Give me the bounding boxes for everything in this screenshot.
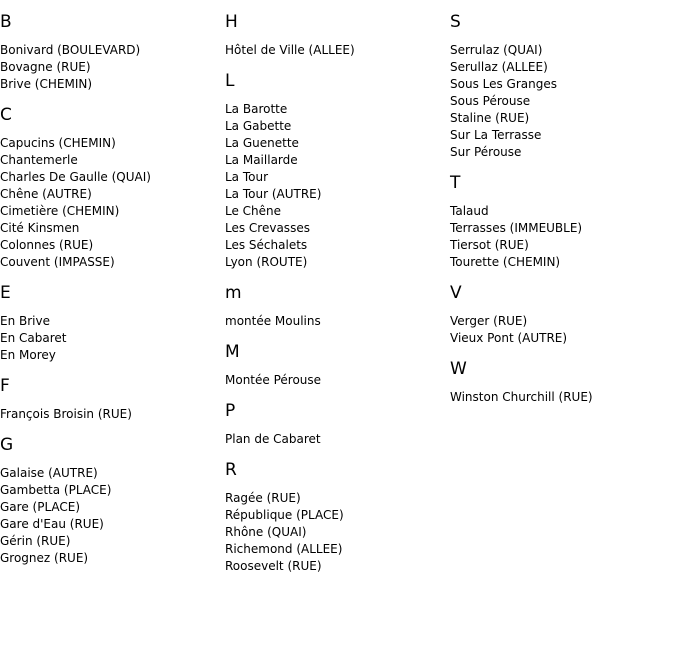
street-link[interactable]: Sur Pérouse	[450, 145, 522, 159]
street-link[interactable]: La Gabette	[225, 119, 292, 133]
street-link[interactable]: Verger (RUE)	[450, 314, 528, 328]
street-link[interactable]: Serullaz (ALLEE)	[450, 60, 548, 74]
street-link[interactable]: Le Chêne	[225, 204, 282, 218]
letter-heading: M	[225, 342, 240, 362]
letter-group	[450, 12, 670, 161]
letter-heading: H	[225, 12, 238, 32]
street-link[interactable]: Couvent (IMPASSE)	[0, 255, 115, 269]
street-link[interactable]: Tiersot (RUE)	[450, 238, 529, 252]
letter-heading: C	[0, 105, 12, 125]
street-link[interactable]: Serrulaz (QUAI)	[450, 43, 543, 57]
street-link[interactable]: Charles De Gaulle (QUAI)	[0, 170, 151, 184]
street-link[interactable]: Vieux Pont (AUTRE)	[450, 331, 568, 345]
letter-group	[225, 12, 445, 59]
letter-group	[450, 173, 670, 271]
street-list	[225, 490, 445, 575]
street-link[interactable]: Gare d'Eau (RUE)	[0, 517, 104, 531]
street-link[interactable]: Sur La Terrasse	[450, 128, 542, 142]
letter-group	[0, 283, 220, 364]
street-link[interactable]: Cité Kinsmen	[0, 221, 80, 235]
index-column-2	[225, 0, 445, 587]
street-link[interactable]: En Morey	[0, 348, 56, 362]
street-link[interactable]: Bovagne (RUE)	[0, 60, 91, 74]
street-link[interactable]: La Tour	[225, 170, 269, 184]
street-link[interactable]: François Broisin (RUE)	[0, 407, 132, 421]
street-link[interactable]: Sous Les Granges	[450, 77, 557, 91]
street-list	[0, 465, 220, 567]
letter-heading: m	[225, 283, 242, 303]
letter-group	[225, 71, 445, 271]
street-link[interactable]: Chêne (AUTRE)	[0, 187, 92, 201]
street-list	[225, 372, 445, 389]
street-link[interactable]: Les Crevasses	[225, 221, 310, 235]
letter-heading: G	[0, 435, 14, 455]
street-list	[0, 406, 220, 423]
street-link[interactable]: Winston Churchill (RUE)	[450, 390, 593, 404]
street-list	[450, 389, 670, 406]
street-link[interactable]: La Barotte	[225, 102, 288, 116]
street-list	[225, 313, 445, 330]
letter-heading: W	[450, 359, 467, 379]
street-link[interactable]: Gare (PLACE)	[0, 500, 81, 514]
street-link[interactable]: Terrasses (IMMEUBLE)	[450, 221, 583, 235]
street-link[interactable]: La Tour (AUTRE)	[225, 187, 322, 201]
street-link[interactable]: Plan de Cabaret	[225, 432, 321, 446]
street-list	[450, 42, 670, 161]
street-list	[225, 42, 445, 59]
street-link[interactable]: Gérin (RUE)	[0, 534, 71, 548]
street-link[interactable]: En Cabaret	[0, 331, 67, 345]
street-list	[0, 135, 220, 271]
street-link[interactable]: Roosevelt (RUE)	[225, 559, 322, 573]
letter-group	[225, 401, 445, 448]
street-link[interactable]: Grognez (RUE)	[0, 551, 89, 565]
letter-group	[0, 105, 220, 271]
street-link[interactable]: Talaud	[450, 204, 489, 218]
street-link[interactable]: Capucins (CHEMIN)	[0, 136, 116, 150]
letter-group	[450, 359, 670, 406]
letter-heading: B	[0, 12, 12, 32]
street-link[interactable]: Richemond (ALLEE)	[225, 542, 343, 556]
street-link[interactable]: Les Séchalets	[225, 238, 308, 252]
street-list	[450, 203, 670, 271]
street-list	[225, 431, 445, 448]
letter-heading: S	[450, 12, 461, 32]
index-column-1	[0, 0, 220, 579]
street-link[interactable]: Montée Pérouse	[225, 373, 322, 387]
letter-heading: L	[225, 71, 235, 91]
street-link[interactable]: Brive (CHEMIN)	[0, 77, 93, 91]
street-link[interactable]: Chantemerle	[0, 153, 78, 167]
street-link[interactable]: Hôtel de Ville (ALLEE)	[225, 43, 355, 57]
street-link[interactable]: Galaise (AUTRE)	[0, 466, 98, 480]
street-list	[225, 101, 445, 271]
street-link[interactable]: En Brive	[0, 314, 50, 328]
street-list	[0, 313, 220, 364]
street-link[interactable]: Rhône (QUAI)	[225, 525, 307, 539]
street-link[interactable]: Sous Pérouse	[450, 94, 531, 108]
letter-heading: V	[450, 283, 462, 303]
letter-group	[225, 460, 445, 575]
street-link[interactable]: Bonivard (BOULEVARD)	[0, 43, 141, 57]
street-link[interactable]: République (PLACE)	[225, 508, 344, 522]
street-list	[450, 313, 670, 347]
letter-heading: P	[225, 401, 236, 421]
letter-group	[225, 342, 445, 389]
street-list	[0, 42, 220, 93]
letter-group	[0, 12, 220, 93]
street-link[interactable]: Lyon (ROUTE)	[225, 255, 308, 269]
letter-heading: T	[450, 173, 461, 193]
street-link[interactable]: La Guenette	[225, 136, 299, 150]
letter-group	[0, 376, 220, 423]
street-link[interactable]: Staline (RUE)	[450, 111, 530, 125]
street-link[interactable]: La Maillarde	[225, 153, 298, 167]
letter-group	[0, 435, 220, 567]
street-link[interactable]: Gambetta (PLACE)	[0, 483, 112, 497]
street-link[interactable]: Ragée (RUE)	[225, 491, 301, 505]
letter-heading: F	[0, 376, 10, 396]
street-link[interactable]: Cimetière (CHEMIN)	[0, 204, 120, 218]
letter-heading: R	[225, 460, 237, 480]
letter-group	[225, 283, 445, 330]
street-link[interactable]: montée Moulins	[225, 314, 321, 328]
letter-group	[450, 283, 670, 347]
street-link[interactable]: Colonnes (RUE)	[0, 238, 94, 252]
street-link[interactable]: Tourette (CHEMIN)	[450, 255, 561, 269]
letter-heading: E	[0, 283, 11, 303]
index-column-3	[450, 0, 670, 418]
